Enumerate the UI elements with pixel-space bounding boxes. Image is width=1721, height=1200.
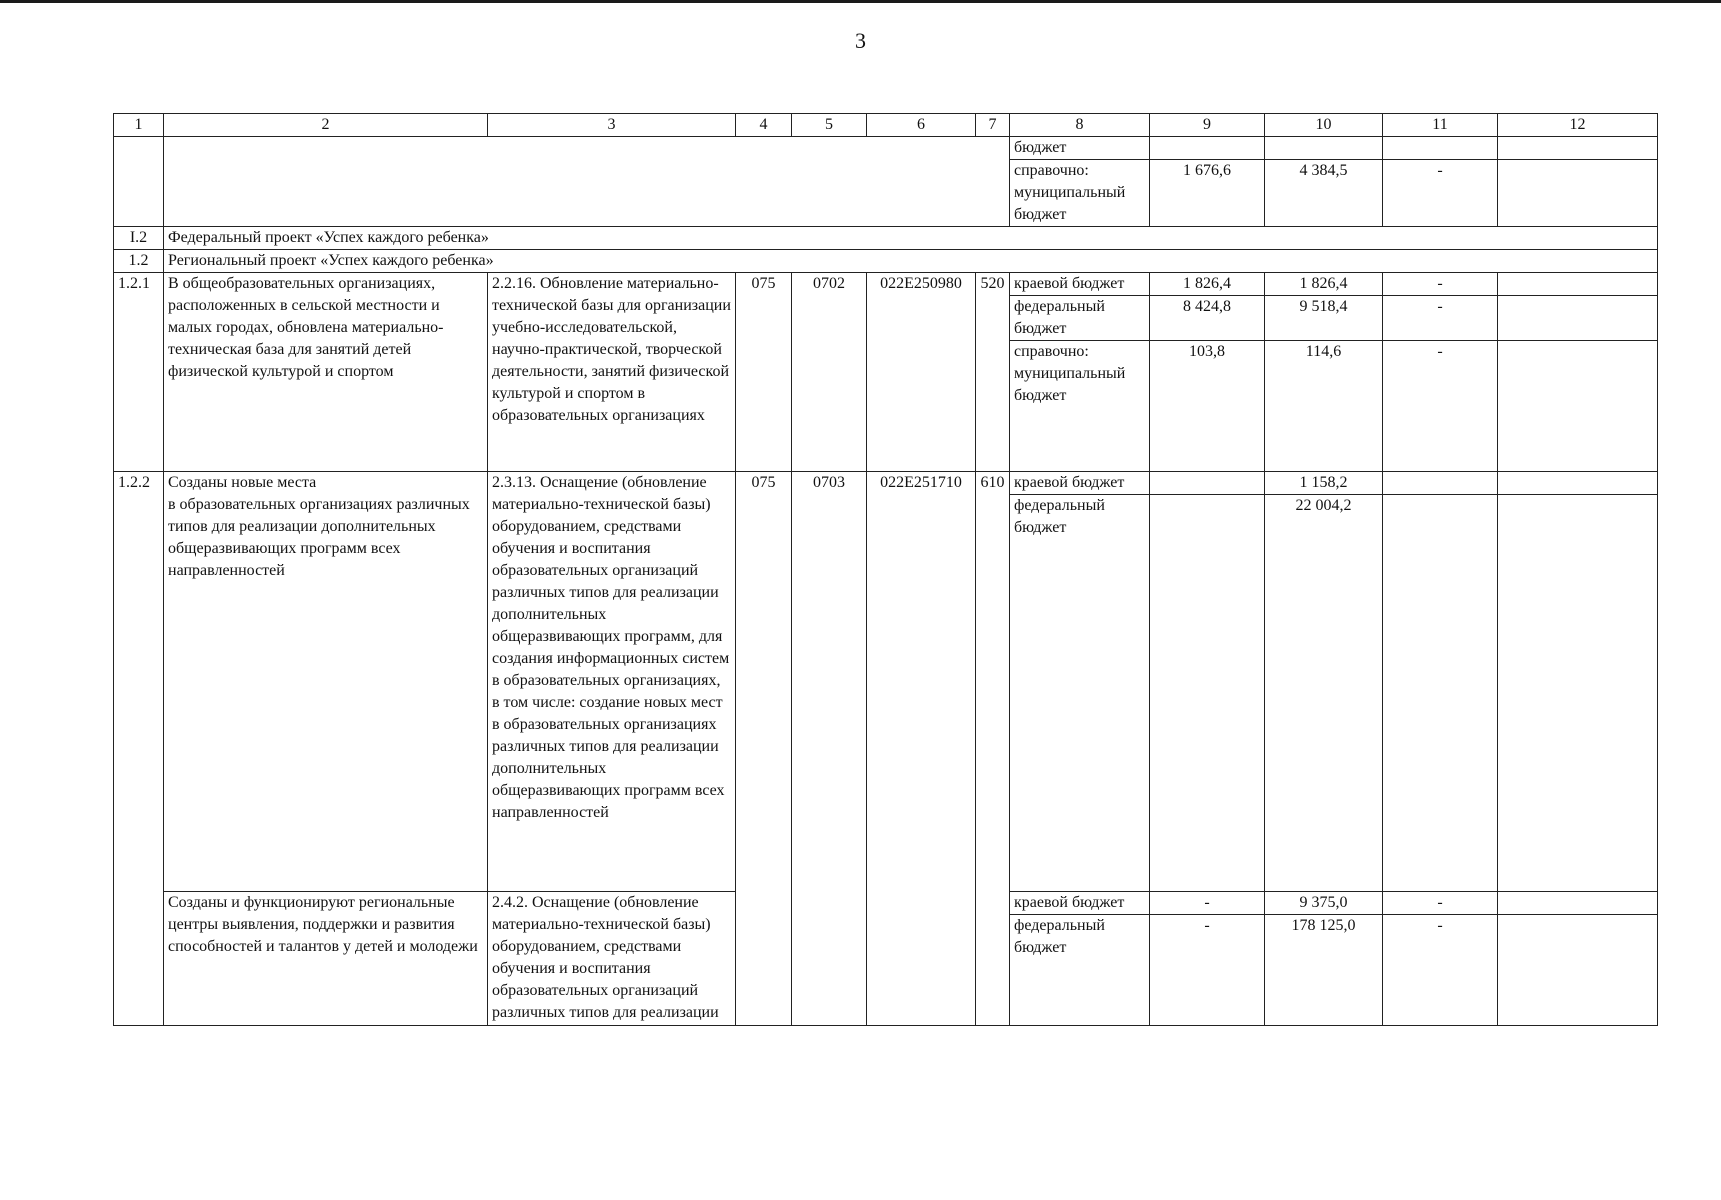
budget-source: краевой бюджет <box>1010 273 1150 296</box>
item-event: 2.4.2. Оснащение (обновление материально-технической базы) оборудованием, средствами обучения и воспитания образовательных организаций различных типов для реализации <box>488 892 736 1026</box>
table-row <box>114 137 1658 160</box>
value-col10: 1 826,4 <box>1265 273 1383 296</box>
project-title: Региональный проект «Успех каждого ребенка» <box>164 250 1658 273</box>
value-col12 <box>1498 472 1658 495</box>
budget-source: федеральный бюджет <box>1010 915 1150 1026</box>
project-title: Федеральный проект «Успех каждого ребенка» <box>164 227 1658 250</box>
value-col12 <box>1498 160 1658 227</box>
col-header: 1 <box>114 114 164 137</box>
project-number: 1.2 <box>114 250 164 273</box>
col-header: 9 <box>1150 114 1265 137</box>
table-row <box>114 472 1658 495</box>
value-col10: 4 384,5 <box>1265 160 1383 227</box>
column-number-row <box>114 114 1658 137</box>
value-col11: - <box>1383 915 1498 1026</box>
item-result: Созданы и функционируют региональные центры выявления, поддержки и развития способностей и талантов у детей и молодежи <box>164 892 488 1026</box>
budget-source: федеральный бюджет <box>1010 495 1150 892</box>
project-number: I.2 <box>114 227 164 250</box>
budget-source: краевой бюджет <box>1010 892 1150 915</box>
value-col12 <box>1498 296 1658 341</box>
value-col9: 8 424,8 <box>1150 296 1265 341</box>
budget-source: справочно: муниципальный бюджет <box>1010 341 1150 472</box>
budget-source: федеральный бюджет <box>1010 296 1150 341</box>
item-number: 1.2.2 <box>114 472 164 1026</box>
budget-source: бюджет <box>1010 137 1150 160</box>
code-col5: 0702 <box>792 273 867 472</box>
value-col9: 103,8 <box>1150 341 1265 472</box>
value-col12 <box>1498 915 1658 1026</box>
budget-table <box>113 113 1658 1026</box>
value-col11: - <box>1383 296 1498 341</box>
code-col7: 520 <box>976 273 1010 472</box>
value-col11 <box>1383 495 1498 892</box>
value-col11 <box>1383 137 1498 160</box>
value-col10: 9 375,0 <box>1265 892 1383 915</box>
value-col11: - <box>1383 892 1498 915</box>
value-col12 <box>1498 892 1658 915</box>
page-number: 3 <box>855 28 866 53</box>
value-col11 <box>1383 472 1498 495</box>
value-col9 <box>1150 472 1265 495</box>
value-col10: 1 158,2 <box>1265 472 1383 495</box>
table-row <box>114 273 1658 296</box>
value-col9: - <box>1150 915 1265 1026</box>
value-col10 <box>1265 137 1383 160</box>
col-header: 5 <box>792 114 867 137</box>
regional-project-row <box>114 250 1658 273</box>
value-col9 <box>1150 137 1265 160</box>
value-col10: 178 125,0 <box>1265 915 1383 1026</box>
value-col10: 114,6 <box>1265 341 1383 472</box>
value-col10: 9 518,4 <box>1265 296 1383 341</box>
code-col7: 610 <box>976 472 1010 1026</box>
col-header: 4 <box>736 114 792 137</box>
col-header: 11 <box>1383 114 1498 137</box>
value-col12 <box>1498 495 1658 892</box>
col-header: 7 <box>976 114 1010 137</box>
budget-source: справочно: муниципальный бюджет <box>1010 160 1150 227</box>
item-event: 2.3.13. Оснащение (обновление материально-технической базы) оборудованием, средствами обучения и воспитания образовательных организаций различных типов для реализации дополнительных общеразвивающих программ, для создания информационных систем в образовательных организациях, в том числе: создание новых мест в образовательных организациях различных типов для реализации дополнительных общеразвивающих программ всех направленностей <box>488 472 736 892</box>
value-col12 <box>1498 273 1658 296</box>
item-result: Созданы новые места в образовательных организациях различных типов для реализации дополнительных общеразвивающих программ всех направленностей <box>164 472 488 892</box>
value-col9: 1 676,6 <box>1150 160 1265 227</box>
value-col10: 22 004,2 <box>1265 495 1383 892</box>
code-col5: 0703 <box>792 472 867 1026</box>
code-col4: 075 <box>736 472 792 1026</box>
federal-project-row <box>114 227 1658 250</box>
scan-edge <box>0 0 1721 3</box>
value-col11: - <box>1383 160 1498 227</box>
col-header: 3 <box>488 114 736 137</box>
value-col12 <box>1498 137 1658 160</box>
col-header: 6 <box>867 114 976 137</box>
value-col12 <box>1498 341 1658 472</box>
item-number: 1.2.1 <box>114 273 164 472</box>
col-header: 8 <box>1010 114 1150 137</box>
value-col9 <box>1150 495 1265 892</box>
value-col11: - <box>1383 341 1498 472</box>
code-col6: 022Е251710 <box>867 472 976 1026</box>
value-col11: - <box>1383 273 1498 296</box>
value-col9: 1 826,4 <box>1150 273 1265 296</box>
budget-source: краевой бюджет <box>1010 472 1150 495</box>
value-col9: - <box>1150 892 1265 915</box>
col-header: 10 <box>1265 114 1383 137</box>
col-header: 2 <box>164 114 488 137</box>
code-col6: 022Е250980 <box>867 273 976 472</box>
item-event: 2.2.16. Обновление материально-технической базы для организации учебно-исследовательской, научно-практической, творческой деятельности, занятий физической культурой и спортом в образовательных организациях <box>488 273 736 472</box>
col-header: 12 <box>1498 114 1658 137</box>
cell-empty <box>114 137 164 227</box>
item-result: В общеобразовательных организациях, расположенных в сельской местности и малых городах, обновлена материально-техническая база для занятий детей физической культурой и спортом <box>164 273 488 472</box>
cell-empty <box>164 137 1010 227</box>
code-col4: 075 <box>736 273 792 472</box>
